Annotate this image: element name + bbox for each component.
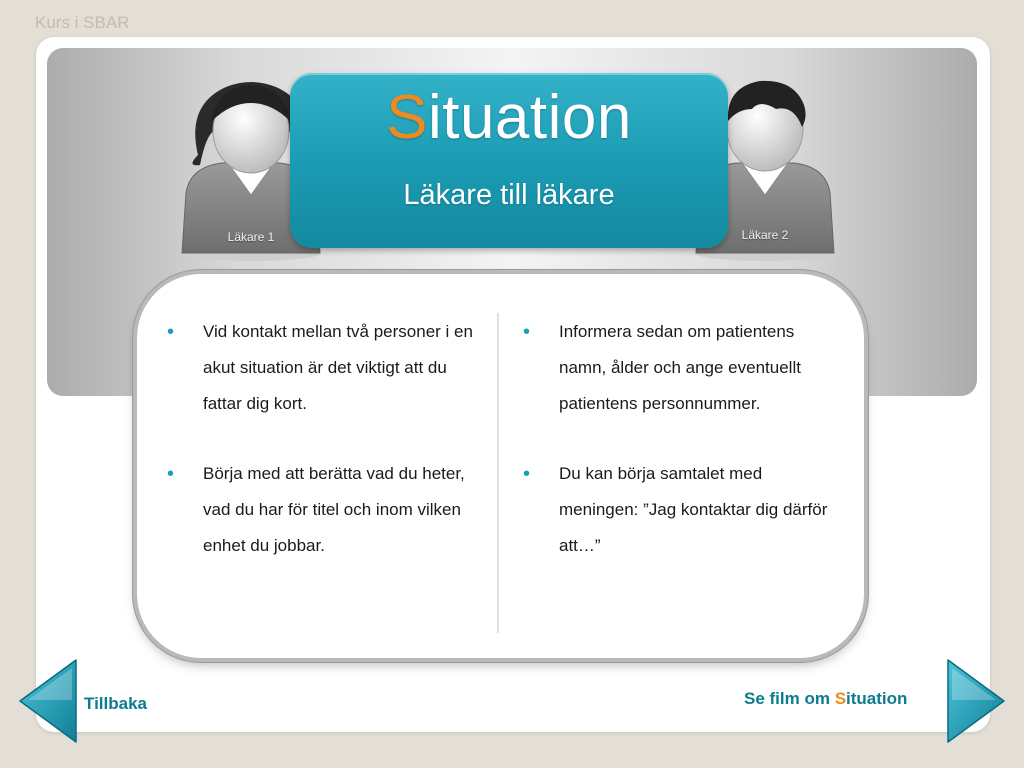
title-accent-letter: S bbox=[386, 83, 428, 152]
list-item bbox=[167, 456, 477, 564]
bullet-icon: • bbox=[167, 463, 175, 485]
list-item bbox=[523, 314, 838, 422]
person-label: Läkare 1 bbox=[227, 230, 275, 244]
link-prefix: Se film om bbox=[744, 689, 835, 708]
title-box bbox=[290, 73, 728, 248]
bullet-icon: • bbox=[523, 321, 531, 343]
list-item bbox=[167, 314, 477, 422]
bullet-icon: • bbox=[523, 463, 531, 485]
link-rest: ituation bbox=[846, 689, 908, 708]
list-item-text: Vid kontakt mellan två personer i en akut situation är det viktigt att du fattar dig kort. bbox=[203, 322, 473, 413]
left-column bbox=[167, 314, 477, 598]
page-subtitle: Läkare till läkare bbox=[403, 179, 615, 211]
list-item-text: Informera sedan om patientens namn, ålder och ange eventuellt patientens personnummer. bbox=[559, 322, 801, 413]
list-item-text: Börja med att berätta vad du heter, vad du har för titel och inom vilken enhet du jobbar. bbox=[203, 464, 465, 555]
page-title bbox=[290, 83, 728, 153]
watch-film-link[interactable] bbox=[744, 689, 907, 709]
bullet-icon: • bbox=[167, 321, 175, 343]
link-accent-letter: S bbox=[834, 689, 847, 708]
list-item-text: Du kan börja samtalet med meningen: ”Jag kontaktar dig därför att…” bbox=[559, 464, 828, 555]
right-column bbox=[523, 314, 838, 598]
title-rest: ituation bbox=[427, 83, 632, 152]
arrow-left-icon[interactable] bbox=[16, 656, 82, 746]
course-title: Kurs i SBAR bbox=[35, 13, 130, 32]
back-button[interactable]: Tillbaka bbox=[84, 694, 147, 713]
column-divider bbox=[497, 313, 499, 633]
person-label: Läkare 2 bbox=[741, 228, 789, 242]
arrow-right-icon[interactable] bbox=[942, 656, 1008, 746]
list-item bbox=[523, 456, 838, 564]
